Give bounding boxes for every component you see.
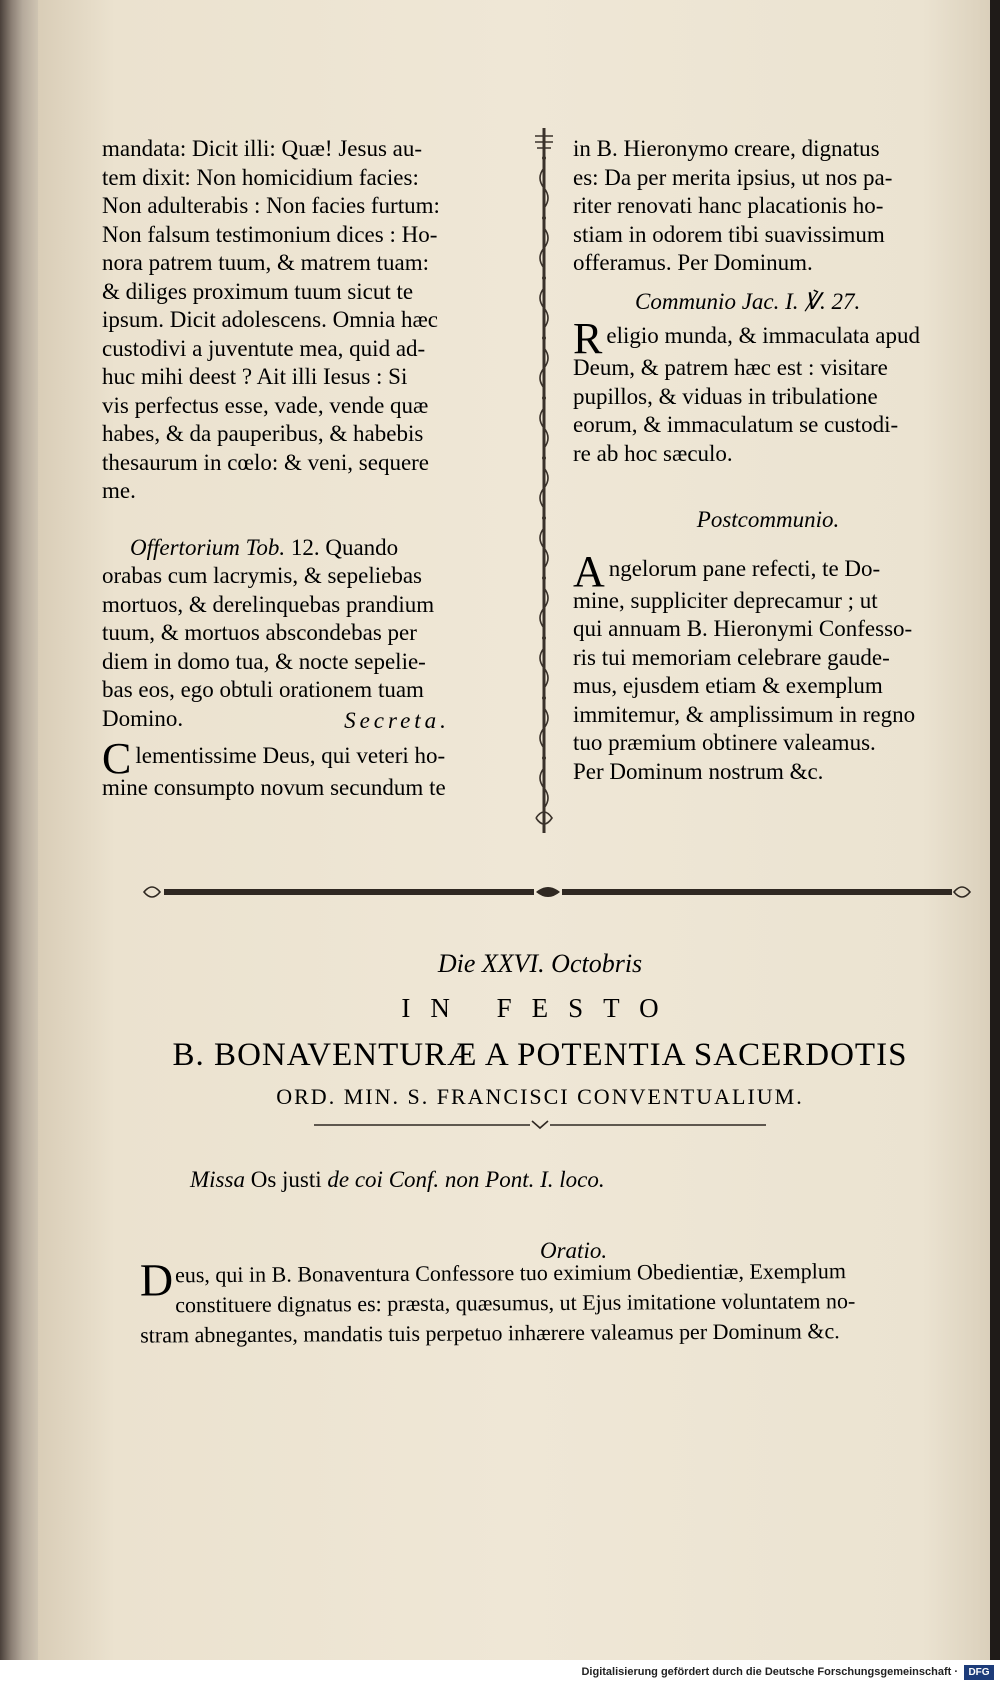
communio-heading: Communio Jac. I. ℣. 27. [635,288,861,314]
text-line: eligio munda, & immaculata apud [606,323,920,348]
text-line: constituere dignatus es: præsta, quæsumus, ut Ejus imitatione voluntatem no- [175,1288,856,1318]
postcommunio-dropcap: A [573,546,605,596]
communio-dropcap: R [573,314,603,363]
text-line: tem dixit: Non homicidium facies: [102,164,419,190]
left-column [102,135,532,802]
postcommunio-text [573,546,963,787]
text-line: mortuos, & derelinquebas prandium [102,591,435,617]
text-line: ipsum. Dicit adolescens. Omnia hæc [102,307,438,332]
text-line: riter renovati hanc placationis ho- [573,193,884,218]
postcommunio-heading: Postcommunio. [696,507,840,532]
missa-line [190,1165,960,1195]
text-line: mine, suppliciter deprecamur ; ut [573,587,878,613]
text-line: qui annuam B. Hieronymi Confesso- [573,616,913,641]
secreta-text [102,733,532,803]
text-line: huc mihi deest ? Ait illi Iesus : Si [102,364,408,389]
text-line: bas eos, ego obtuli orationem tuam [102,677,424,702]
saint-title: B. BONAVENTURÆ A POTENTIA SACERDOTIS [172,1037,908,1073]
ornamental-column-divider-icon [533,128,555,833]
dfg-logo-icon: DFG [964,1665,994,1680]
text-line: tuum, & mortuos abscondebas per [102,620,417,645]
text-line: Quando [325,534,399,560]
text-line: offeramus. Per Dominum. [573,250,813,275]
missa-incipit: Os justi [250,1167,322,1192]
right-column [573,135,963,786]
missa-label: Missa [190,1167,245,1192]
text-line: mine consumpto novum secundum te [102,774,446,800]
text-line: Per Dominum nostrum &c. [573,758,824,784]
text-line: stiam in odorem tibi suavissimum [573,221,885,247]
footer-credit: Digitalisierung gefördert durch die Deutsche Forschungsgemeinschaft · [581,1666,958,1678]
text-line: tuo præmium obtinere valeamus. [573,730,876,755]
small-rule-icon [310,1118,770,1132]
festo-title: IN FESTO [401,993,679,1023]
text-line: re ab hoc sæculo. [573,440,733,466]
text-line: mus, ejusdem etiam & exemplum [573,673,883,698]
text-line: Deum, & patrem hæc est : visitare [573,355,888,380]
offertorium-ref: 12. [290,534,320,560]
feast-heading [120,948,960,1132]
secreta-continuation [573,135,963,278]
text-line: nora patrem tuum, & matrem tuam: [102,250,430,275]
text-line: ngelorum pane refecti, te Do- [608,555,881,581]
text-line: Domino. [102,705,184,731]
communio-text [573,314,963,468]
order-line: ORD. MIN. S. FRANCISCI CONVENTUALIUM. [276,1084,804,1109]
text-line: vis perfectus esse, vade, vende quæ [102,392,429,418]
text-line: eorum, & immaculatum se custodi- [573,412,899,437]
offertorium [102,534,532,734]
text-line: lementissime Deus, qui veteri ho- [135,742,446,768]
missa-rubric: de coi Conf. non Pont. I. loco. [327,1167,605,1192]
text-line: immitemur, & amplissimum in regno [573,701,916,727]
footer-bar [0,1660,1000,1686]
text-line: mandata: Dicit illi: Quæ! Jesus au- [102,136,423,161]
text-line: habes, & da pauperibus, & habebis [102,421,424,446]
feast-date: Die XXVI. Octobris [437,949,643,978]
text-line: es: Da per merita ipsius, ut nos pa- [573,164,893,190]
offertorium-label: Offertorium Tob. [130,534,286,560]
text-line: me. [102,478,136,503]
oratio-dropcap: D [139,1254,174,1306]
page-right-edge [990,0,1000,1660]
secreta-heading: Secreta. [344,708,450,733]
text-line: & diliges proximum tuum sicut te [102,278,414,304]
text-line: orabas cum lacrymis, & sepeliebas [102,563,422,588]
oratio-heading: Oratio. [540,1238,608,1263]
text-line: thesaurum in cœlo: & veni, sequere [102,449,430,475]
text-line: diem in domo tua, & nocte sepelie- [102,648,426,674]
text-line: eus, qui in B. Bonaventura Confessore tuo eximium Obedientiæ, Exemplum [174,1258,847,1288]
text-line: in B. Hieronymo creare, dignatus [573,136,880,161]
secreta-dropcap: C [102,733,132,783]
text-line: Non falsum testimonium dices : Ho- [102,221,438,247]
oratio-text [140,1255,963,1350]
text-line: stram abnegantes, mandatis tuis perpetuo inhærere valeamus per Dominum &c. [140,1318,840,1348]
text-line: Non adulterabis : Non facies furtum: [102,193,440,218]
text-line: custodivi a juventute mea, quid ad- [102,335,426,361]
ornamental-rule-icon [140,880,975,904]
gospel-text [102,135,532,506]
book-page-edges [0,0,38,1660]
text-line: ris tui memoriam celebrare gaude- [573,644,890,670]
text-line: pupillos, & viduas in tribulatione [573,383,878,409]
